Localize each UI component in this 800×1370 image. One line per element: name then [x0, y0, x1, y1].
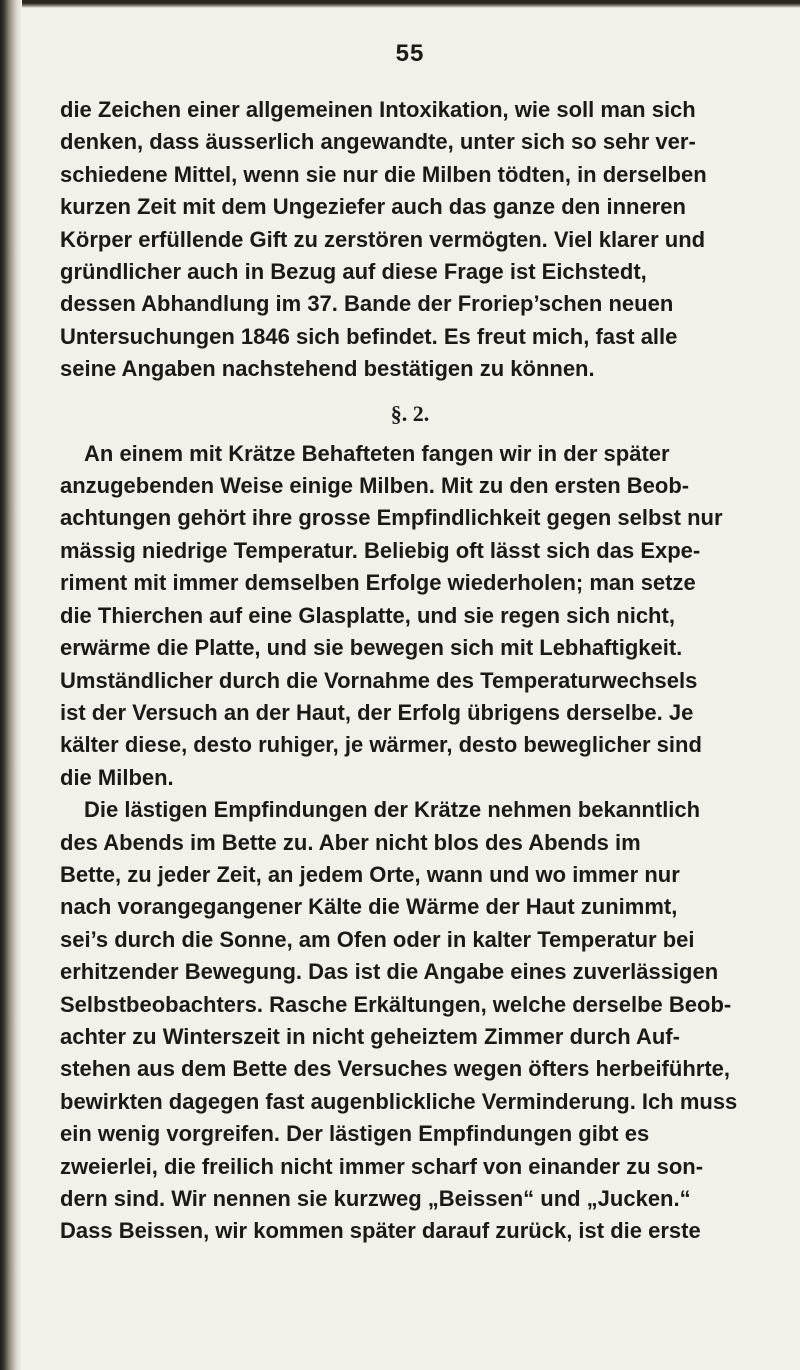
book-page: [60, 40, 760, 1248]
text-line: die Zeichen einer allgemeinen Intoxikation, wie soll man sich: [60, 97, 696, 122]
text-line: Dass Beissen, wir kommen später darauf zurück, ist die erste: [60, 1218, 701, 1244]
text-line: seine Angaben nachstehend bestätigen zu können.: [60, 356, 595, 382]
text-line: bewirkten dagegen fast augenblickliche Verminderung. Ich muss: [60, 1088, 738, 1114]
text-line: dern sind. Wir nennen sie kurzweg „Beissen“ und „Jucken.“: [60, 1186, 691, 1211]
paragraph-section-1: [60, 438, 760, 794]
text-line: kurzen Zeit mit dem Ungeziefer auch das ganze den inneren: [60, 194, 686, 220]
text-line: achtungen gehört ihre grosse Empfindlichkeit gegen selbst nur: [60, 505, 723, 531]
text-line: erhitzender Bewegung. Das ist die Angabe eines zuverlässigen: [60, 959, 719, 985]
text-line: sei’s durch die Sonne, am Ofen oder in kalter Temperatur bei: [60, 926, 695, 952]
text-line: dessen Abhandlung im 37. Bande der Froriep’schen neuen: [60, 291, 674, 317]
text-line: zweierlei, die freilich nicht immer scharf von einander zu son-: [60, 1153, 704, 1179]
text-line: die Thierchen auf eine Glasplatte, und sie regen sich nicht,: [60, 602, 675, 628]
text-line: kälter diese, desto ruhiger, je wärmer, desto beweglicher sind: [60, 732, 702, 758]
text-line: Bette, zu jeder Zeit, an jedem Orte, wann und wo immer nur: [60, 861, 680, 887]
text-line: schiedene Mittel, wenn sie nur die Milben tödten, in derselben: [60, 161, 707, 187]
section-heading: §. 2.: [390, 400, 430, 426]
book-binding-shadow: [0, 0, 22, 1370]
text-line: Die lästigen Empfindungen der Krätze nehmen bekanntlich: [84, 797, 701, 823]
text-line: erwärme die Platte, und sie bewegen sich mit Lebhaftigkeit.: [60, 635, 683, 661]
text-line: ein wenig vorgreifen. Der lästigen Empfindungen gibt es: [60, 1121, 650, 1147]
text-line: gründlicher auch in Bezug auf diese Frage ist Eichstedt,: [60, 259, 647, 285]
text-line: An einem mit Krätze Behafteten fangen wir in der später: [84, 440, 670, 466]
paragraph-intro: [60, 94, 760, 386]
text-line: die Milben.: [60, 764, 174, 790]
text-line: nach vorangegangener Kälte die Wärme der Haut zunimmt,: [60, 894, 678, 920]
page-number: 55: [395, 40, 425, 67]
text-line: Selbstbeobachters. Rasche Erkältungen, welche derselbe Beob-: [60, 991, 732, 1017]
text-line: riment mit immer demselben Erfolge wiederholen; man setze: [60, 570, 696, 596]
text-line: achter zu Winterszeit in nicht geheiztem Zimmer durch Auf-: [60, 1023, 680, 1049]
text-line: mässig niedrige Temperatur. Beliebig oft lässt sich das Expe-: [60, 537, 701, 563]
page-top-edge: [0, 0, 800, 8]
text-line: Umständlicher durch die Vornahme des Temperaturwechsels: [60, 667, 698, 693]
text-line: Körper erfüllende Gift zu zerstören vermögten. Viel klarer und: [60, 226, 706, 252]
text-line: denken, dass äusserlich angewandte, unter sich so sehr ver-: [60, 129, 696, 155]
text-line: des Abends im Bette zu. Aber nicht blos des Abends im: [60, 829, 641, 855]
text-line: Untersuchungen 1846 sich befindet. Es freut mich, fast alle: [60, 323, 678, 349]
text-line: stehen aus dem Bette des Versuches wegen öfters herbeiführte,: [60, 1056, 730, 1082]
paragraph-section-2: [60, 794, 760, 1248]
text-line: ist der Versuch an der Haut, der Erfolg übrigens derselbe. Je: [60, 699, 694, 725]
text-line: anzugebenden Weise einige Milben. Mit zu den ersten Beob-: [60, 473, 690, 499]
